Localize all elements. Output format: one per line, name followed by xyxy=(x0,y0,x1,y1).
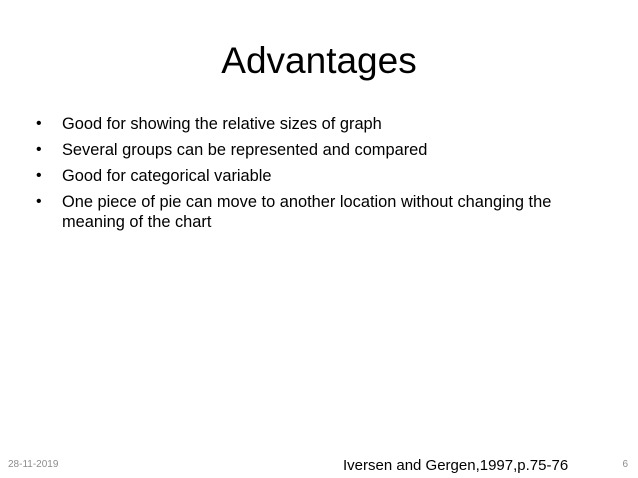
bullet-item xyxy=(34,114,604,134)
bullet-text: Good for showing the relative sizes of graph xyxy=(62,115,382,133)
bullet-list xyxy=(34,114,604,238)
bullet-dot-icon: • xyxy=(36,193,42,210)
page-number: 6 xyxy=(622,459,628,470)
slide-title: Advantages xyxy=(221,40,417,81)
bullet-text: Several groups can be represented and compared xyxy=(62,141,428,159)
bullet-dot-icon: • xyxy=(36,167,42,184)
bullet-text: One piece of pie can move to another location without changing the meaning of the chart xyxy=(62,193,552,231)
bullet-dot-icon: • xyxy=(36,115,42,132)
bullet-item xyxy=(34,192,604,232)
footer-date: 28-11-2019 xyxy=(8,459,59,470)
footer-citation: Iversen and Gergen,1997,p.75-76 xyxy=(343,457,569,474)
bullet-item xyxy=(34,166,604,186)
bullet-dot-icon: • xyxy=(36,141,42,158)
bullet-text: Good for categorical variable xyxy=(62,167,272,185)
bullet-item xyxy=(34,140,604,160)
